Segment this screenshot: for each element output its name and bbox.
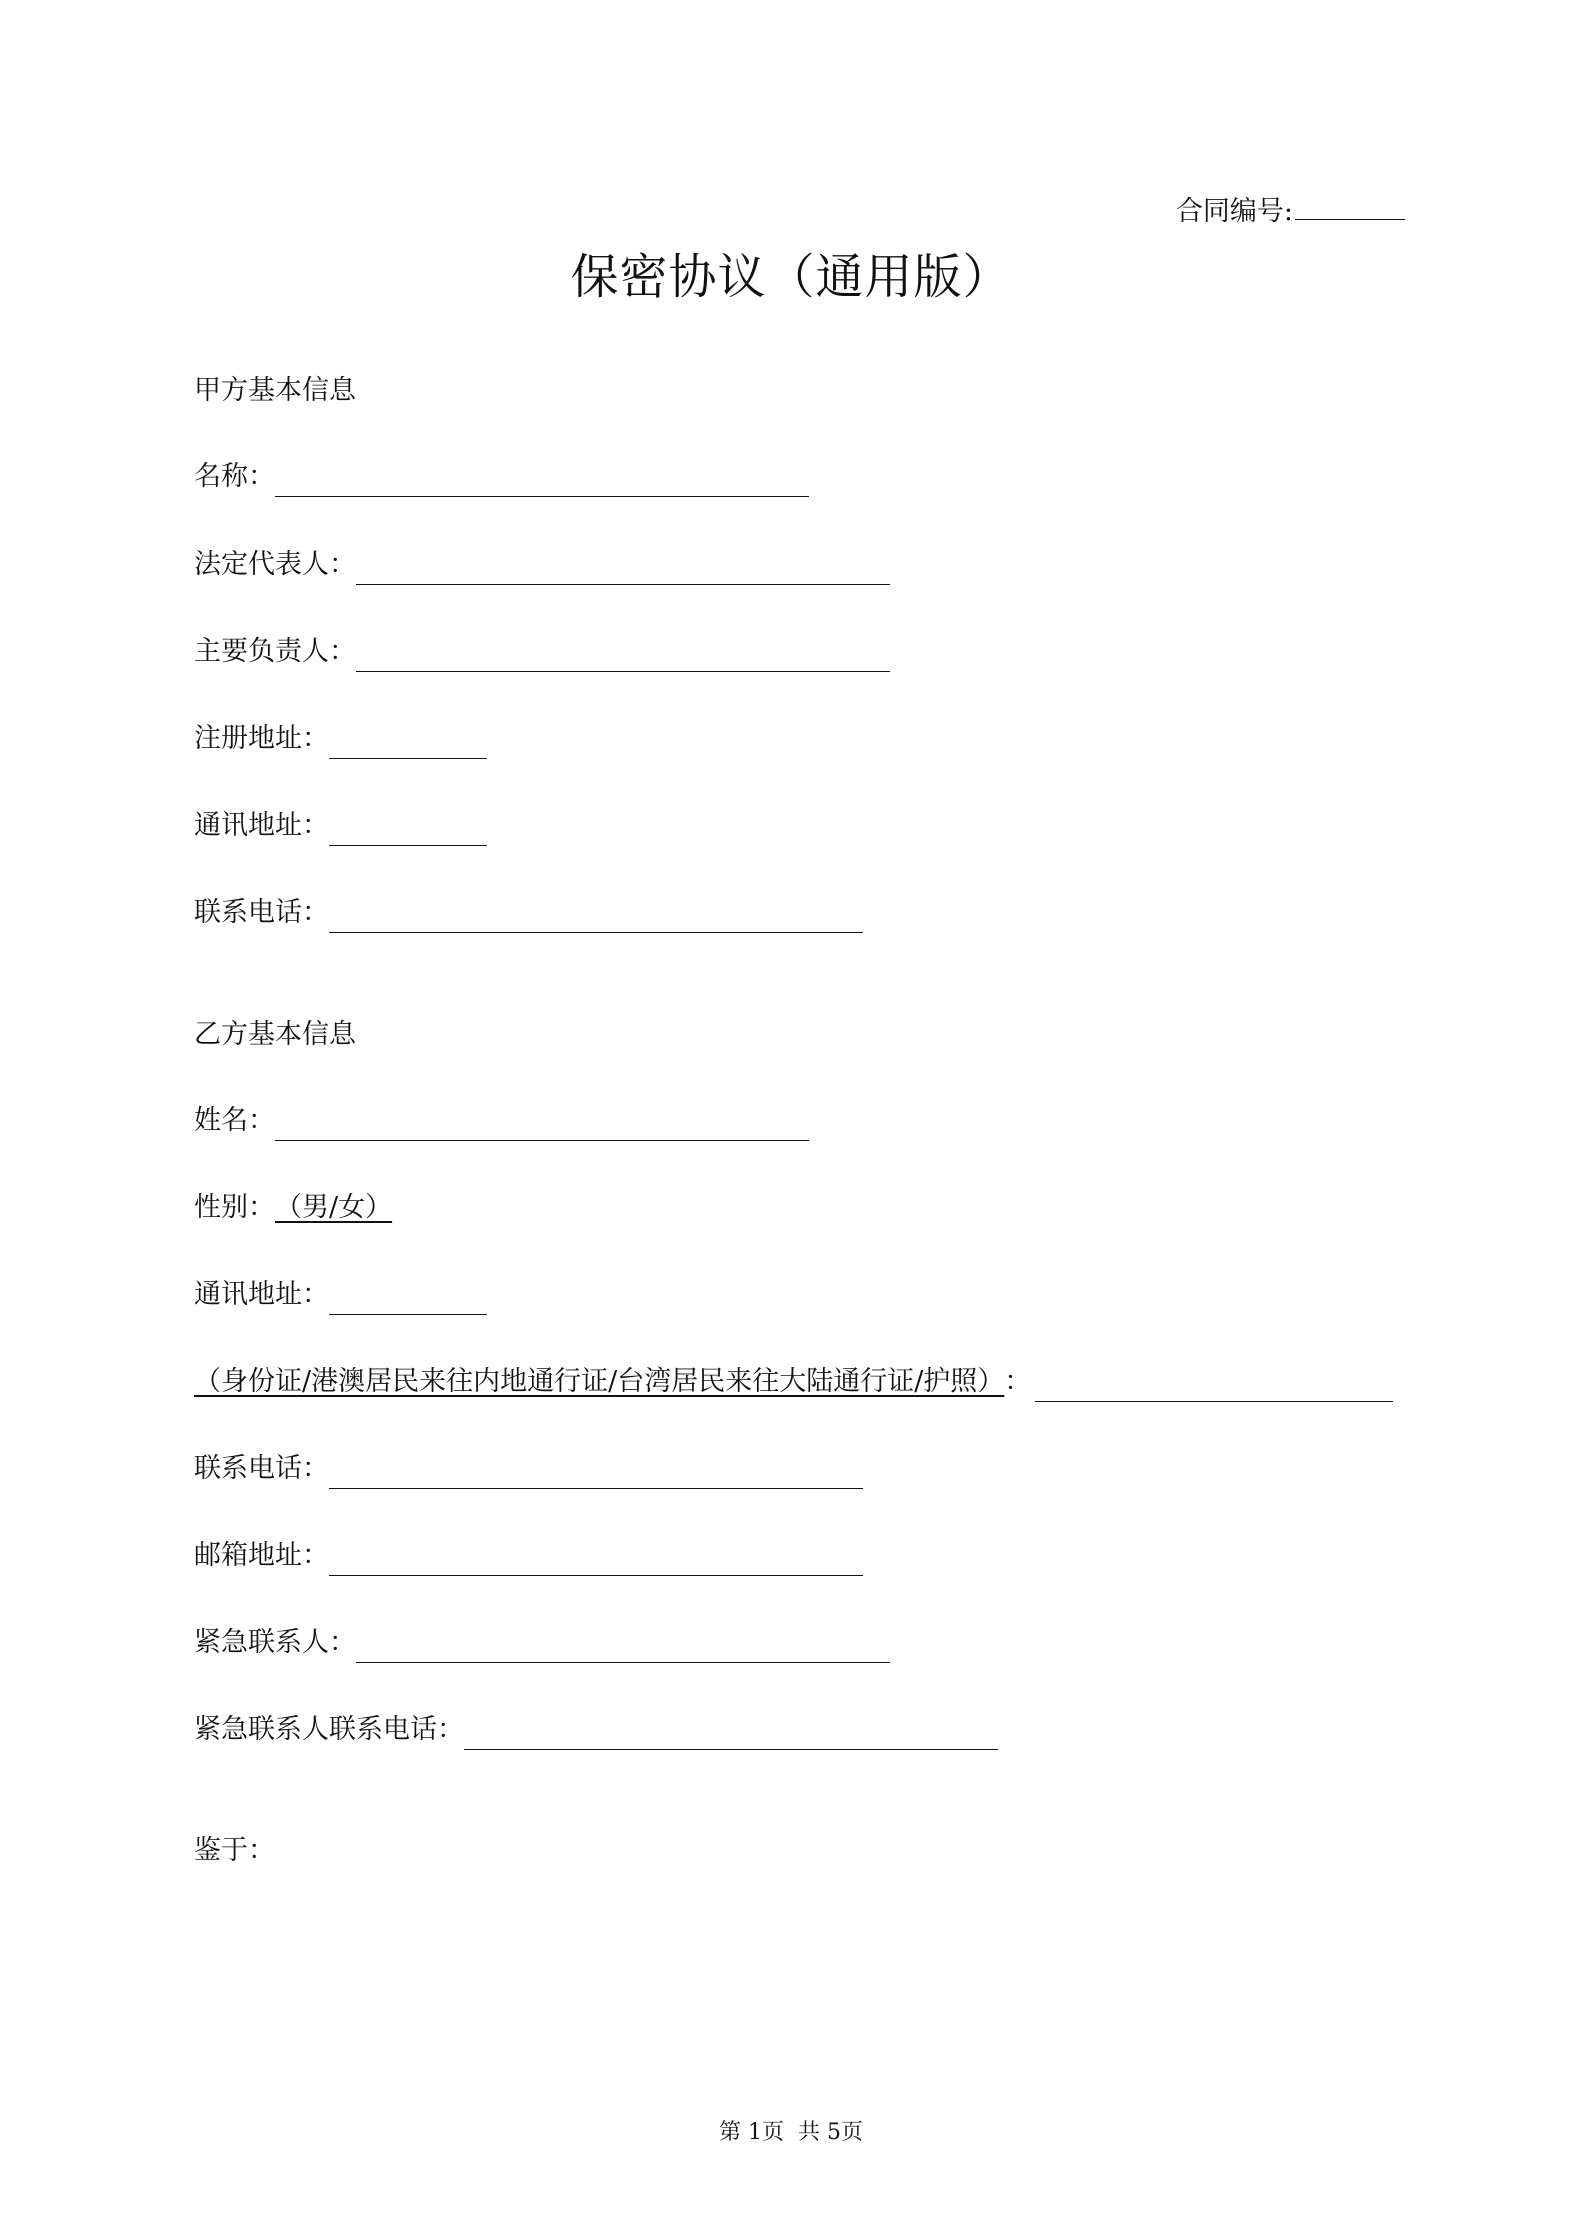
page-footer: 第 1页 共 5页 bbox=[719, 2120, 863, 2145]
party-b-name-label: 姓名： bbox=[194, 1105, 275, 1136]
party-a-legal-rep-blank[interactable] bbox=[356, 556, 890, 585]
party-b-mail-address-blank[interactable] bbox=[329, 1286, 487, 1315]
party-a-legal-rep-field bbox=[194, 545, 890, 585]
party-a-name-field bbox=[194, 457, 809, 497]
party-b-emergency-contact-blank[interactable] bbox=[356, 1634, 890, 1663]
party-b-gender-label: 性别： bbox=[194, 1192, 275, 1223]
party-a-phone-label: 联系电话： bbox=[194, 897, 329, 928]
party-a-principal-field bbox=[194, 632, 890, 672]
party-a-name-blank[interactable] bbox=[275, 468, 809, 497]
party-b-email-field bbox=[194, 1536, 863, 1576]
party-a-principal-label: 主要负责人： bbox=[194, 636, 356, 667]
contract-number-blank[interactable] bbox=[1295, 193, 1405, 220]
party-a-mail-address-label: 通讯地址： bbox=[194, 810, 329, 841]
party-b-phone-blank[interactable] bbox=[329, 1460, 863, 1489]
party-b-name-field bbox=[194, 1101, 809, 1141]
party-b-email-label: 邮箱地址： bbox=[194, 1540, 329, 1571]
party-b-emergency-phone-blank[interactable] bbox=[464, 1721, 998, 1750]
party-b-gender-field bbox=[194, 1188, 392, 1228]
party-b-phone-label: 联系电话： bbox=[194, 1453, 329, 1484]
document-title: 保密协议（通用版） bbox=[570, 249, 1012, 305]
party-a-principal-blank[interactable] bbox=[356, 643, 890, 672]
party-b-heading: 乙方基本信息 bbox=[194, 1019, 356, 1050]
party-a-legal-rep-label: 法定代表人： bbox=[194, 549, 356, 580]
party-a-reg-address-blank[interactable] bbox=[329, 730, 487, 759]
party-b-phone-field bbox=[194, 1449, 863, 1489]
contract-number bbox=[1176, 192, 1405, 232]
party-a-mail-address-blank[interactable] bbox=[329, 817, 487, 846]
party-b-mail-address-label: 通讯地址： bbox=[194, 1279, 329, 1310]
party-a-heading: 甲方基本信息 bbox=[194, 375, 356, 406]
party-a-phone-field bbox=[194, 893, 863, 933]
party-b-id-type[interactable]: （身份证/港澳居民来往内地通行证/台湾居民来往大陆通行证/护照） bbox=[194, 1366, 1005, 1397]
party-b-id-colon: ： bbox=[1004, 1366, 1032, 1397]
party-a-reg-address-label: 注册地址： bbox=[194, 723, 329, 754]
whereas-heading: 鉴于： bbox=[194, 1835, 275, 1866]
party-a-mail-address-field bbox=[194, 806, 487, 846]
party-b-name-blank[interactable] bbox=[275, 1112, 809, 1141]
party-a-name-label: 名称： bbox=[194, 461, 275, 492]
contract-number-label: 合同编号: bbox=[1175, 196, 1293, 227]
party-a-reg-address-field bbox=[194, 719, 487, 759]
party-a-phone-blank[interactable] bbox=[329, 904, 863, 933]
party-b-email-blank[interactable] bbox=[329, 1547, 863, 1576]
party-b-id-blank[interactable] bbox=[1035, 1373, 1393, 1402]
party-b-emergency-contact-field bbox=[194, 1623, 890, 1663]
party-b-mail-address-field bbox=[194, 1275, 487, 1315]
party-b-id-field bbox=[194, 1362, 1393, 1402]
party-b-emergency-phone-field bbox=[194, 1710, 998, 1750]
party-b-emergency-phone-label: 紧急联系人联系电话： bbox=[194, 1714, 464, 1745]
party-b-gender-value[interactable]: （男/女） bbox=[275, 1192, 393, 1223]
party-b-emergency-contact-label: 紧急联系人： bbox=[194, 1627, 356, 1658]
